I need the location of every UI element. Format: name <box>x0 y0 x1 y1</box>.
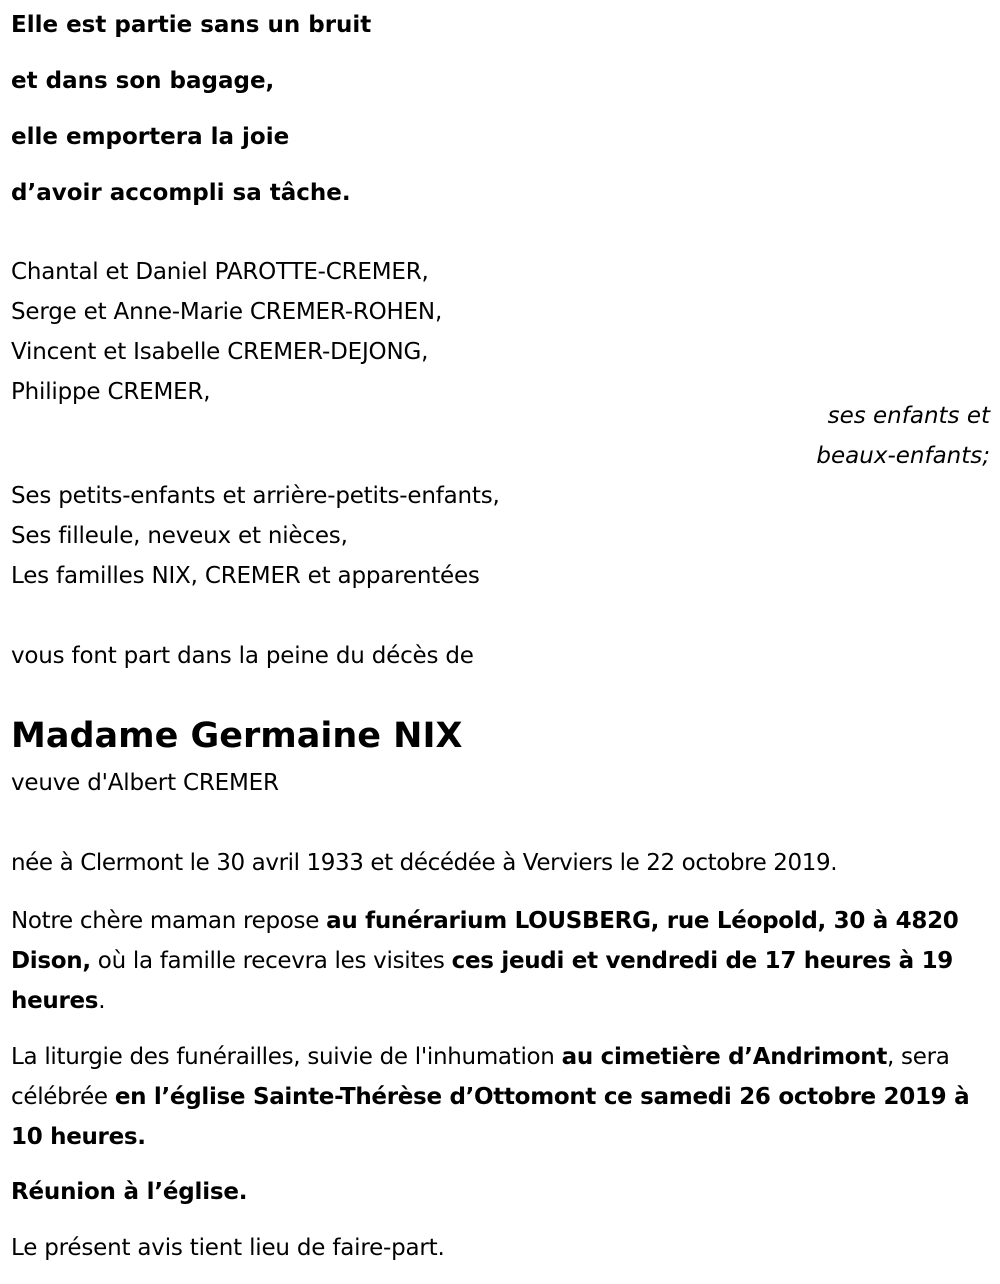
deceased-spouse: veuve d'Albert CREMER <box>11 770 279 796</box>
poem-line-1: Elle est partie sans un bruit <box>11 12 372 38</box>
funeral-church-datetime: en l’église Sainte-Thérèse d’Ottomont ce samedi 26 octobre 2019 à 10 heures. <box>11 1084 970 1150</box>
child-line-2: Serge et Anne-Marie CREMER-ROHEN, <box>11 299 443 325</box>
children-relation-line-1: ses enfants et <box>827 403 990 429</box>
child-line-4: Philippe CREMER, <box>11 379 211 405</box>
funeral-cemetery: au cimetière d’Andrimont <box>561 1044 888 1070</box>
child-line-1: Chantal et Daniel PAROTTE-CREMER, <box>11 259 429 285</box>
funeral-text-1: La liturgie des funérailles, suivie de l'inhumation <box>11 1044 562 1070</box>
visitation-paragraph <box>11 901 986 1021</box>
children-relation-line-2: beaux-enfants; <box>816 443 990 469</box>
visitation-hours: ces jeudi et vendredi de 17 heures à 19 heures <box>11 948 954 1014</box>
poem-line-4: d’avoir accompli sa tâche. <box>11 180 351 206</box>
visitation-location: au funérarium LOUSBERG, rue Léopold, 30 à 4820 Dison, <box>11 908 959 974</box>
announcement: vous font part dans la peine du décès de <box>11 643 474 669</box>
relatives-line-1: Ses petits-enfants et arrière-petits-enfants, <box>11 483 500 509</box>
birth-death-line: née à Clermont le 30 avril 1933 et décédée à Verviers le 22 octobre 2019. <box>11 850 838 876</box>
deceased-name: Madame Germaine NIX <box>11 716 463 756</box>
funeral-paragraph <box>11 1037 986 1157</box>
meeting-note: Réunion à l’église. <box>11 1179 248 1205</box>
child-line-3: Vincent et Isabelle CREMER-DEJONG, <box>11 339 429 365</box>
relatives-line-3: Les familles NIX, CREMER et apparentées <box>11 563 480 589</box>
visitation-text-2: où la famille recevra les visites <box>90 948 452 974</box>
visitation-text-3: . <box>98 988 106 1014</box>
visitation-text-1: Notre chère maman repose <box>11 908 327 934</box>
closing-note: Le présent avis tient lieu de faire-part. <box>11 1235 445 1261</box>
relatives-line-2: Ses filleule, neveux et nièces, <box>11 523 348 549</box>
funeral-text-2: , sera célébrée <box>11 1044 950 1110</box>
poem-line-3: elle emportera la joie <box>11 124 290 150</box>
poem-line-2: et dans son bagage, <box>11 68 275 94</box>
